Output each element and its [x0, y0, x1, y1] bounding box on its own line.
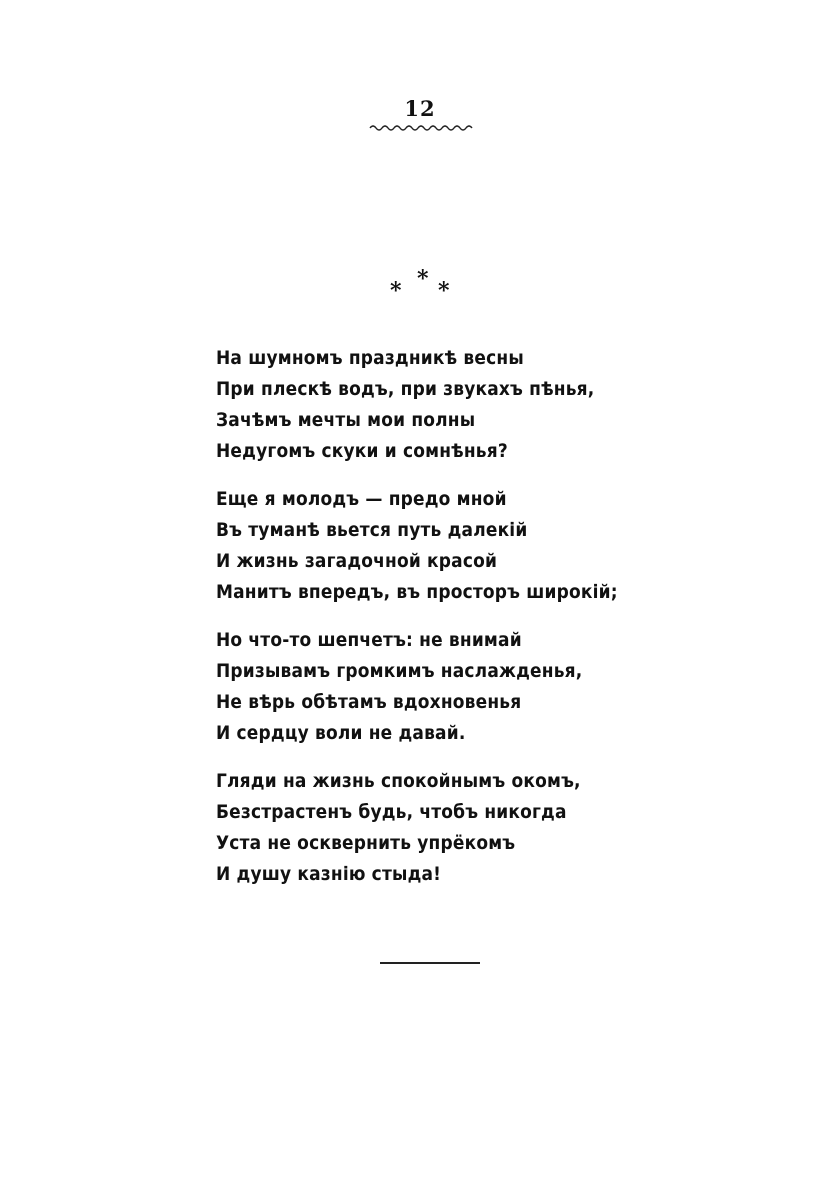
- poem-line: При плескѣ водъ, при звукахъ пѣнья,: [216, 379, 595, 400]
- asterism-star: *: [390, 278, 402, 304]
- asterism-star: *: [438, 278, 450, 304]
- poem: [216, 343, 636, 907]
- poem-line: Въ туманѣ вьется путь далекій: [216, 520, 528, 541]
- stanza-2: [216, 484, 636, 608]
- poem-line: Зачѣмъ мечты мои полны: [216, 410, 476, 431]
- poem-line: Безстрастенъ будь, чтобъ никогда: [216, 802, 567, 823]
- poem-line: И жизнь загадочной красой: [216, 551, 498, 572]
- poem-line: Призывамъ громкимъ наслажденья,: [216, 661, 583, 682]
- poem-line: Не вѣрь обѣтамъ вдохновенья: [216, 692, 522, 713]
- stanza-4: [216, 766, 636, 890]
- asterism-star: *: [417, 266, 429, 292]
- poem-line: И душу казнію стыда!: [216, 864, 442, 885]
- poem-line: Недугомъ скуки и сомнѣнья?: [216, 441, 508, 462]
- poem-line: На шумномъ праздникѣ весны: [216, 348, 524, 369]
- poem-line: Манитъ впередъ, въ просторъ широкій;: [216, 582, 618, 603]
- page-number: 12: [404, 96, 436, 121]
- poem-line: И сердцу воли не давай.: [216, 723, 466, 744]
- poem-line: Гляди на жизнь спокойнымъ окомъ,: [216, 771, 581, 792]
- wavy-ornament: [368, 122, 476, 134]
- stanza-3: [216, 625, 636, 749]
- poem-line: Еще я молодъ — предо мной: [216, 489, 507, 510]
- poem-line: Уста не осквернить упрёкомъ: [216, 833, 516, 854]
- stanza-1: [216, 343, 636, 467]
- asterism-ornament: [380, 266, 460, 306]
- poem-line: Но что-то шепчетъ: не внимай: [216, 630, 522, 651]
- end-rule: [380, 962, 480, 964]
